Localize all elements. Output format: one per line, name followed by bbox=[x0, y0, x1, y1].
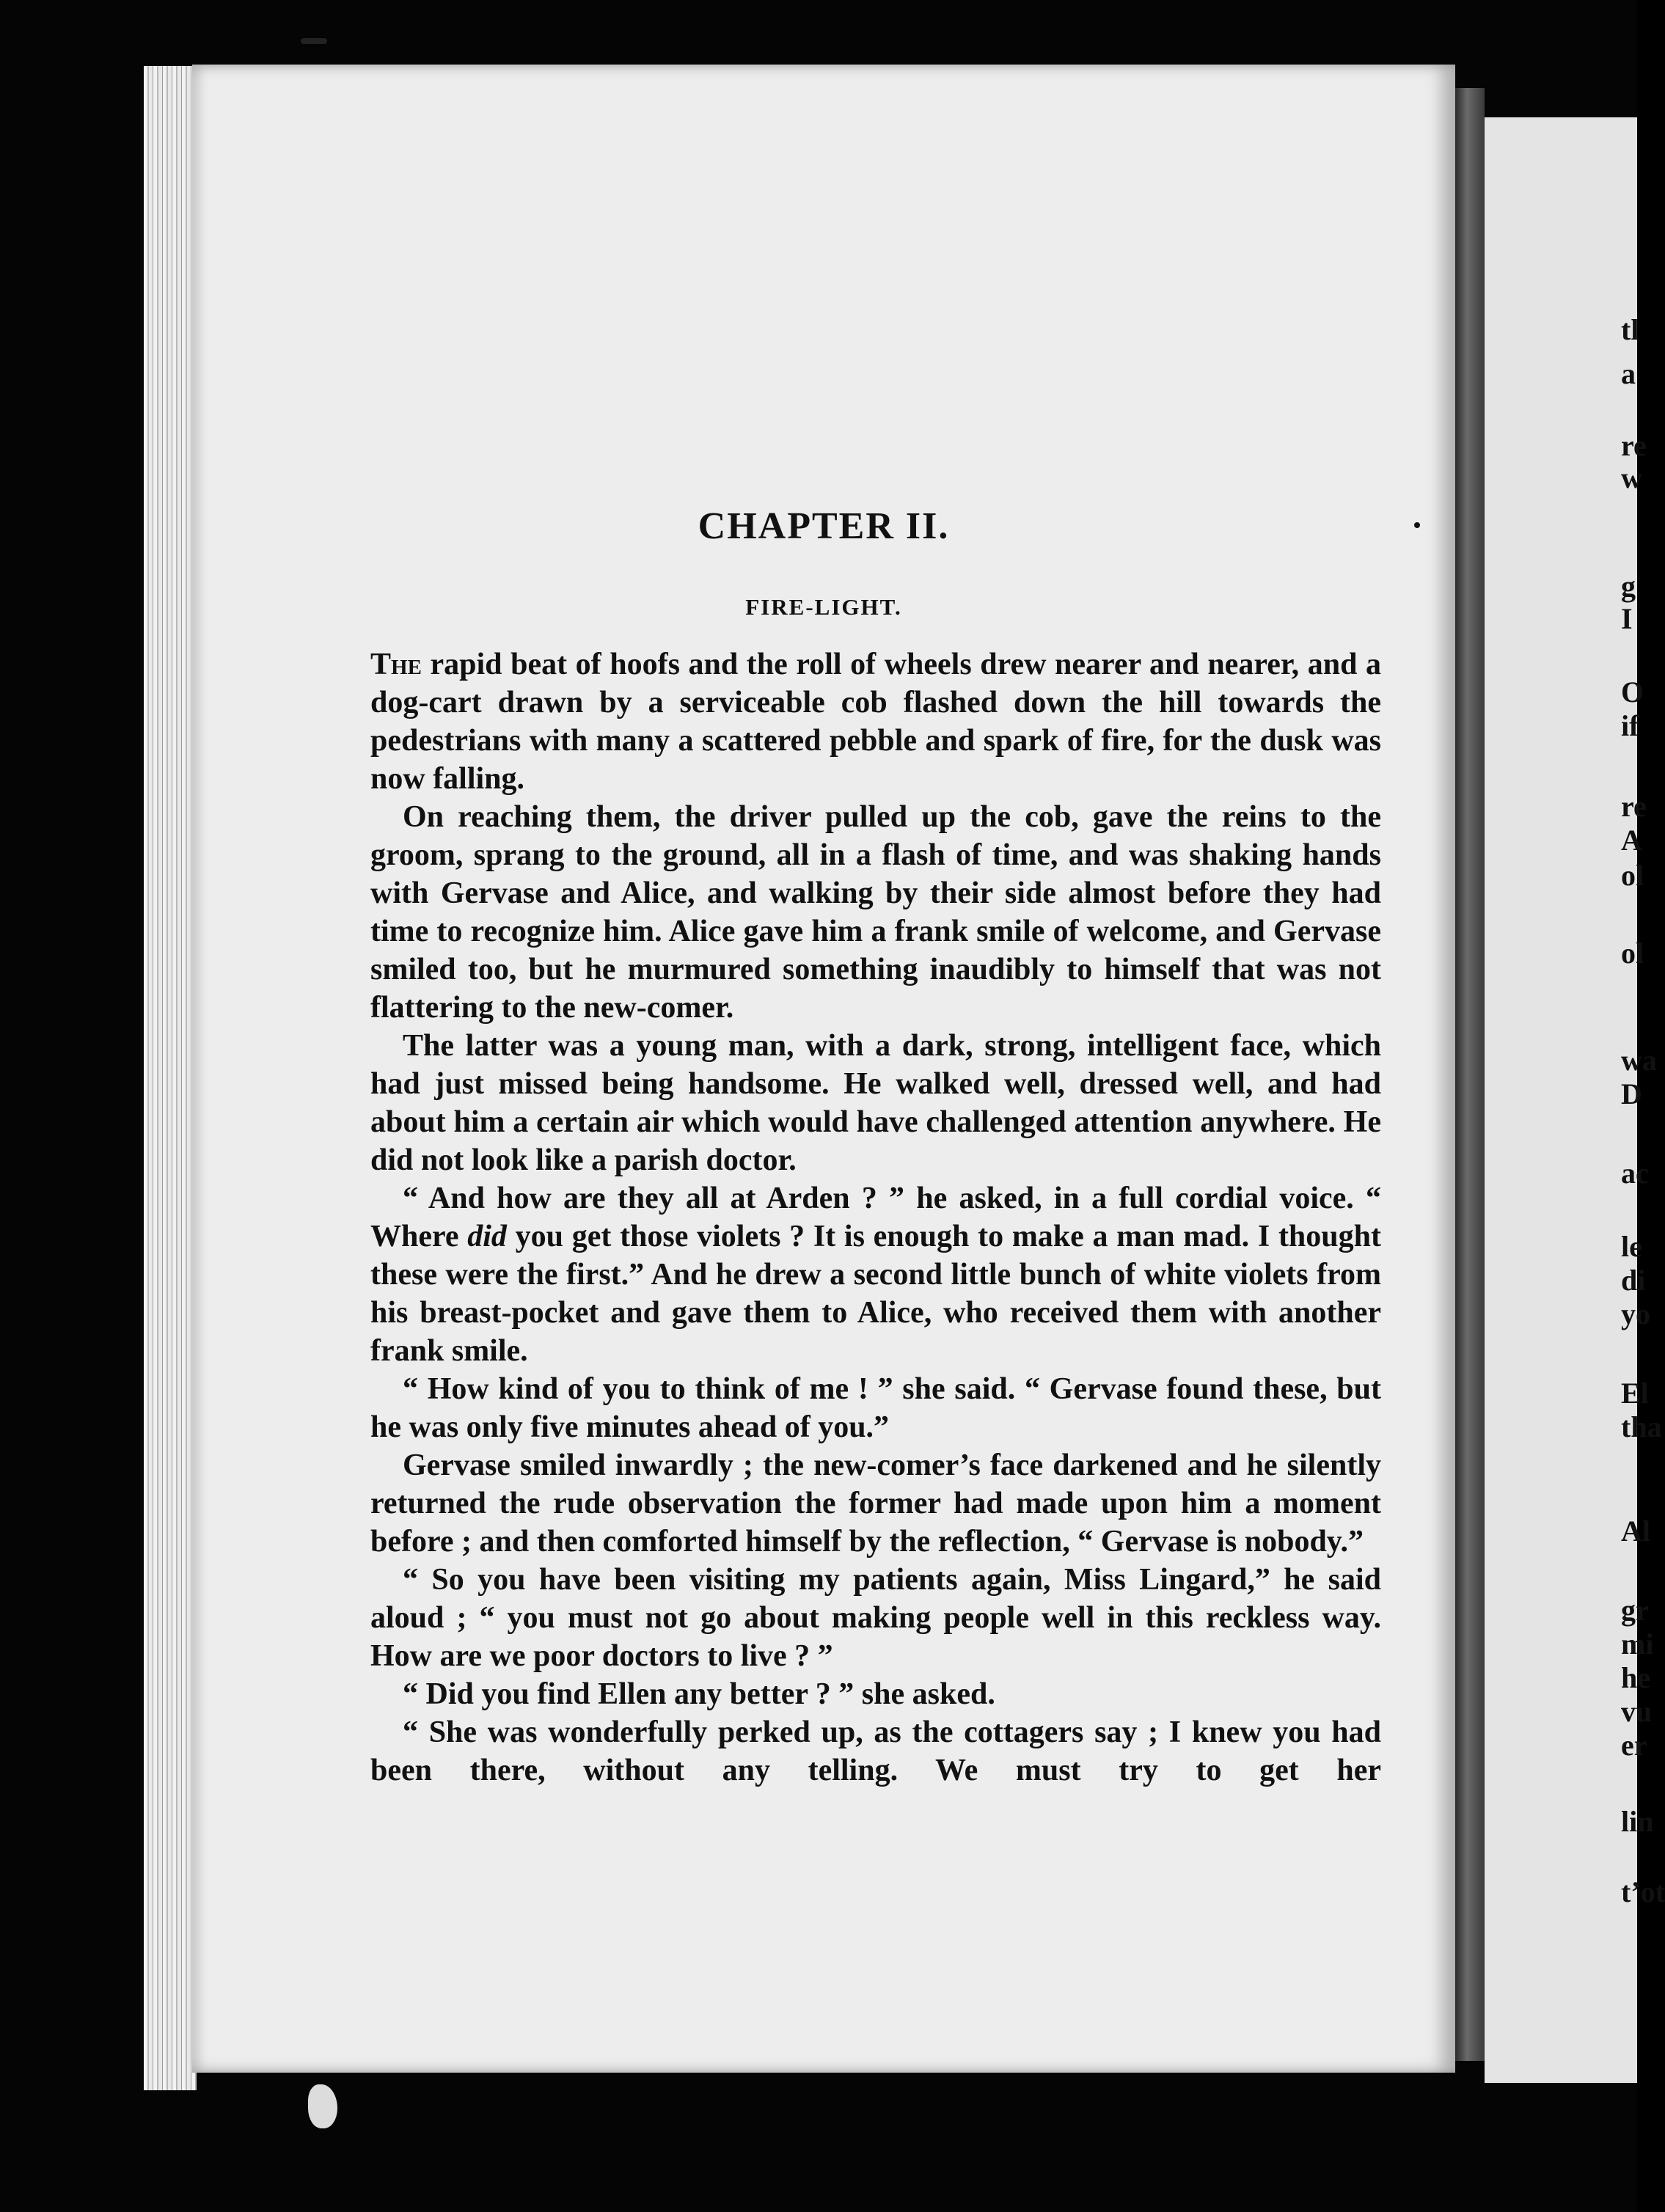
next-page-fragment bbox=[1485, 117, 1665, 2083]
paragraph: On reaching them, the driver pulled up the cob, gave the reins to the groom, sprang to the ground, all in a flash of time, and was shaking hands with Gervase and Alice, and walking by their side almost before they had time to recognize him. Alice gave him a frank smile of welcome, and Gervase smiled too, but he murmured something inaudibly to himself that was not flattering to the new-comer. bbox=[370, 800, 1381, 1025]
next-page-text: he bbox=[1621, 1661, 1650, 1694]
next-page-text: ol bbox=[1621, 859, 1644, 892]
next-page-text: vu bbox=[1621, 1695, 1653, 1728]
next-page-text: El bbox=[1621, 1377, 1649, 1410]
chapter-body bbox=[370, 645, 1381, 1790]
paragraph: “ She was wonderfully perked up, as the cottagers say ; I knew you had been there, without any telling. We must try to get her bbox=[370, 1715, 1381, 1787]
next-page-text: if bbox=[1621, 709, 1639, 742]
chapter-subtitle: FIRE-LIGHT. bbox=[745, 594, 902, 620]
next-page-text: Al bbox=[1621, 1515, 1650, 1548]
next-page-text: t’ot bbox=[1621, 1875, 1665, 1908]
next-page-text: D bbox=[1621, 1077, 1642, 1110]
paragraph: The latter was a young man, with a dark, strong, intelligent face, which had just missed being handsome. He walked well, dressed well, and had about him a certain air which would have challenged attention anywhere. He did not look like a parish doctor. bbox=[370, 1029, 1381, 1177]
next-page-text: gr bbox=[1621, 1594, 1649, 1627]
paragraph: “ How kind of you to think of me ! ” she said. “ Gervase found these, but he was only five minutes ahead of you.” bbox=[370, 1372, 1381, 1444]
next-page-text: O bbox=[1621, 675, 1644, 708]
next-page-text: le bbox=[1621, 1230, 1642, 1263]
next-page-text: ac bbox=[1621, 1157, 1649, 1190]
emphasis: did bbox=[467, 1220, 507, 1253]
paragraph-text: rapid beat of hoofs and the roll of wheels drew nearer and nearer, and a dog-cart drawn by a serviceable cob flashed down the hill towards the pedestrians with many a scattered pebble and spark of fire, for the dusk was now falling. bbox=[370, 648, 1381, 796]
paragraph bbox=[370, 1179, 1381, 1370]
paragraph: “ So you have been visiting my patients again, Miss Lingard,” he said aloud ; “ you must not go about making people well in this reckless way. How are we poor doctors to live ? ” bbox=[370, 1563, 1381, 1673]
paragraph bbox=[370, 645, 1381, 798]
next-page-text: a bbox=[1621, 357, 1636, 390]
next-page-text: lin bbox=[1621, 1805, 1654, 1838]
next-page-text: A bbox=[1621, 824, 1642, 857]
paragraph-text: “ And how are they all at Arden ? ” he asked, in a full cordial voice. “ Where bbox=[370, 1182, 1381, 1253]
paragraph-lead-word: The bbox=[370, 648, 422, 681]
next-page-text: wa bbox=[1621, 1044, 1657, 1077]
next-page-text: tl bbox=[1621, 313, 1639, 346]
next-page-text: re bbox=[1621, 790, 1647, 823]
chapter-title: CHAPTER II. bbox=[698, 505, 950, 547]
book-gutter bbox=[1455, 88, 1485, 2061]
next-page-text: w bbox=[1621, 461, 1642, 494]
next-page-text: di bbox=[1621, 1264, 1646, 1297]
page-edges bbox=[144, 66, 197, 2090]
paragraph-text: you get those violets ? It is enough to make a man mad. I thought these were the first.” And he drew a second little bunch of white violets from his breast-pocket and gave them to Alice, who received them with another frank smile. bbox=[370, 1220, 1381, 1368]
paragraph: Gervase smiled inwardly ; the new-comer’s face darkened and he silently returned the rude observation the former had made upon him a moment before ; and then comforted himself by the reflection, “ Gervase is nobody.” bbox=[370, 1449, 1381, 1559]
next-page-text: yo bbox=[1621, 1297, 1650, 1330]
next-page-text: er bbox=[1621, 1729, 1647, 1762]
paragraph: “ Did you find Ellen any better ? ” she asked. bbox=[403, 1677, 995, 1711]
next-page-text: re bbox=[1621, 429, 1647, 462]
next-page-text: tha bbox=[1621, 1410, 1662, 1443]
ink-mark bbox=[301, 38, 327, 44]
next-page-text: ol bbox=[1621, 937, 1644, 970]
next-page-text: I bbox=[1621, 602, 1633, 635]
next-page-text: g bbox=[1621, 570, 1636, 603]
next-page-text: mi bbox=[1621, 1627, 1654, 1660]
